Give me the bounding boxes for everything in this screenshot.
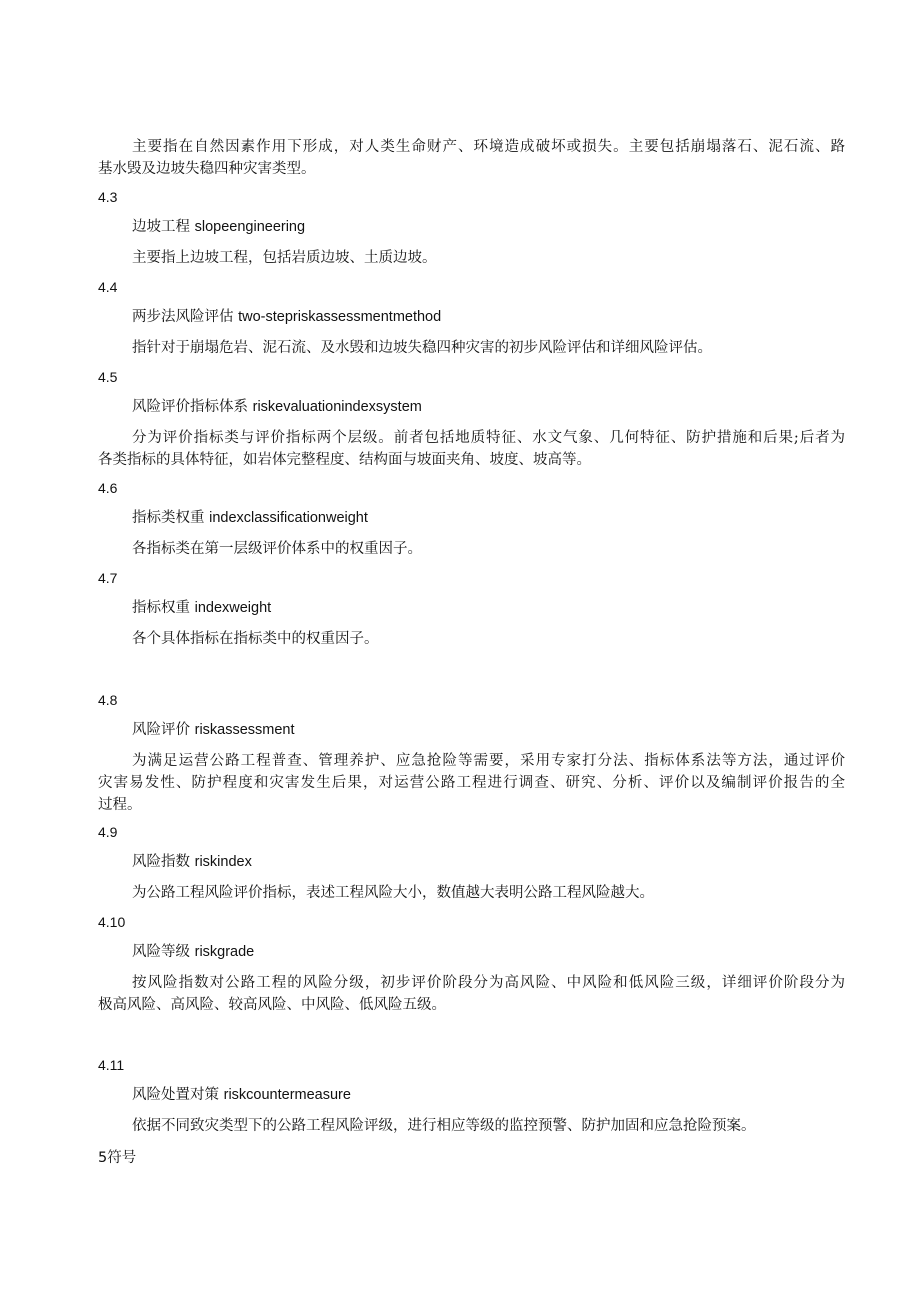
term-english: slopeengineering (194, 219, 306, 235)
definition-line: 依据不同致灾类型下的公路工程风险评级，进行相应等级的监控预警、防护加固和应急抢险预案。 (132, 1118, 756, 1134)
term-chinese: 指标权重 (132, 600, 190, 616)
term-chinese: 风险等级 (132, 944, 190, 960)
definition-line: 各类指标的具体特征，如岩体完整程度、结构面与坡面夹角、坡度、坡高等。 (98, 452, 591, 468)
definition-line: 指针对于崩塌危岩、泥石流、及水毁和边坡失稳四种灾害的初步风险评估和详细风险评估。 (132, 340, 712, 356)
definition-line: 过程。 (98, 797, 142, 813)
clause-number: 4.3 (98, 189, 118, 205)
term-chinese: 风险处置对策 (132, 1087, 219, 1103)
term-chinese: 指标类权重 (132, 510, 205, 526)
clause-number: 4.5 (98, 369, 118, 385)
term-english: riskevaluationindexsystem (252, 399, 422, 415)
term-chinese: 风险评价指标体系 (132, 399, 248, 415)
term-english: two-stepriskassessmentmethod (238, 309, 442, 325)
term-heading (132, 397, 422, 417)
term-chinese: 风险指数 (132, 854, 190, 870)
definition-line: 主要指上边坡工程，包括岩质边坡、土质边坡。 (132, 250, 437, 266)
term-heading (132, 217, 305, 237)
clause-number: 4.6 (98, 480, 118, 496)
definition-line: 灾害易发性、防护程度和灾害发生后果，对运营公路工程进行调查、研究、分析、评价以及编制评价报告的全 (98, 775, 845, 791)
clause-number: 4.8 (98, 692, 118, 708)
definition-line: 为满足运营公路工程普查、管理养护、应急抢险等需要，采用专家打分法、指标体系法等方法，通过评价 (132, 753, 845, 769)
term-heading (132, 598, 271, 618)
definition-line: 极高风险、高风险、较高风险、中风险、低风险五级。 (98, 997, 446, 1013)
term-chinese: 两步法风险评估 (132, 309, 234, 325)
term-heading (132, 720, 295, 740)
section-heading: 5符号 (98, 1150, 137, 1166)
term-english: indexclassificationweight (209, 510, 368, 526)
term-chinese: 风险评价 (132, 722, 190, 738)
clause-number: 4.4 (98, 279, 118, 295)
term-heading (132, 1085, 351, 1105)
definition-line: 分为评价指标类与评价指标两个层级。前者包括地质特征、水文气象、几何特征、防护措施和后果;后者为 (132, 430, 845, 446)
term-english: riskcountermeasure (223, 1087, 351, 1103)
clause-number: 4.10 (98, 914, 126, 930)
term-english: riskindex (194, 854, 252, 870)
clause-number: 4.9 (98, 824, 118, 840)
definition-line: 各个具体指标在指标类中的权重因子。 (132, 631, 379, 647)
term-english: indexweight (194, 600, 272, 616)
definition-line: 按风险指数对公路工程的风险分级，初步评价阶段分为高风险、中风险和低风险三级，详细评价阶段分为 (132, 975, 845, 991)
clause-number: 4.11 (98, 1057, 125, 1073)
definition-line: 主要指在自然因素作用下形成，对人类生命财产、环境造成破坏或损失。主要包括崩塌落石、泥石流、路 (132, 139, 845, 155)
definition-line: 各指标类在第一层级评价体系中的权重因子。 (132, 541, 422, 557)
clause-number: 4.7 (98, 570, 118, 586)
term-heading (132, 307, 441, 327)
term-chinese: 边坡工程 (132, 219, 190, 235)
definition-line: 为公路工程风险评价指标，表述工程风险大小，数值越大表明公路工程风险越大。 (132, 885, 654, 901)
term-heading (132, 942, 254, 962)
term-english: riskassessment (194, 722, 295, 738)
definition-line: 基水毁及边坡失稳四种灾害类型。 (98, 161, 316, 177)
term-heading (132, 508, 368, 528)
term-heading (132, 852, 252, 872)
term-english: riskgrade (194, 944, 255, 960)
